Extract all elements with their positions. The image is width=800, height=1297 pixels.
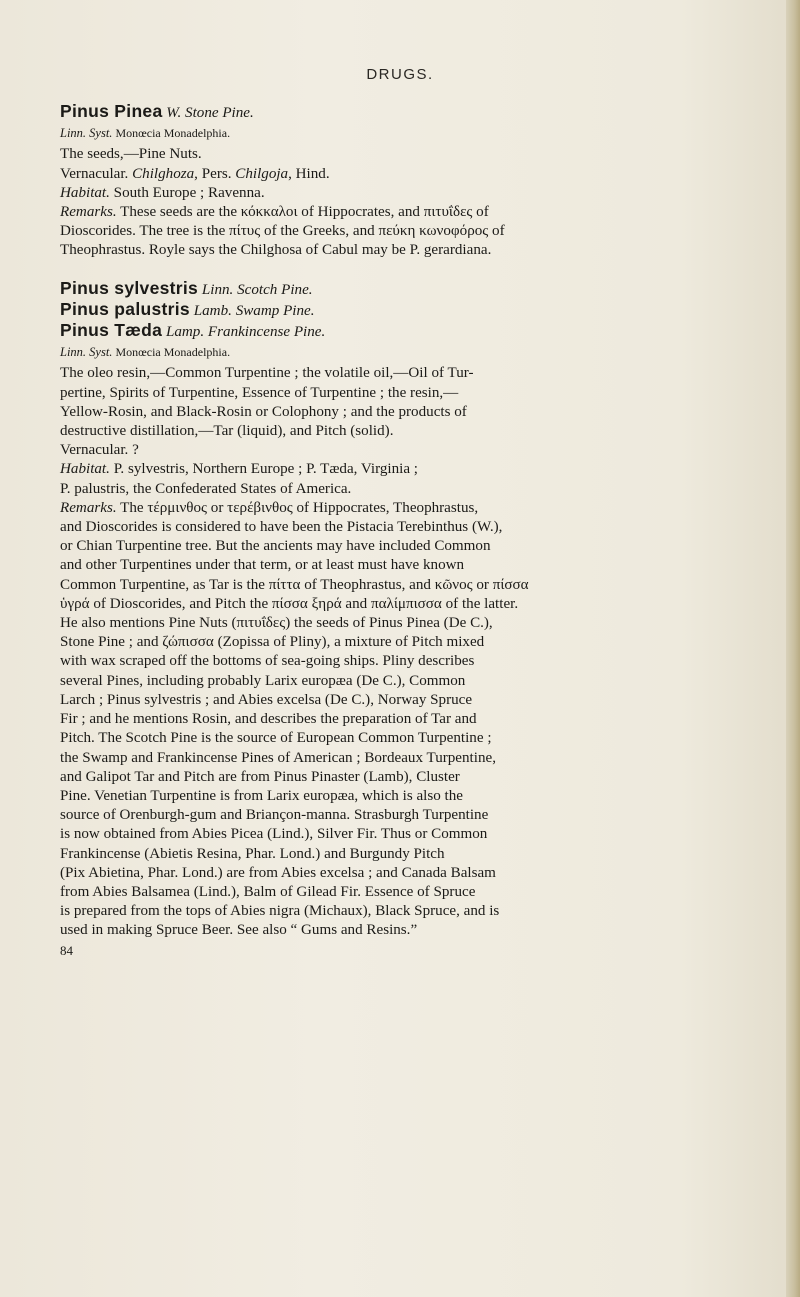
common-name: Frankincense Pine. — [207, 324, 326, 341]
vernacular — [60, 165, 760, 184]
remarks-line: Pitch. The Scotch Pine is the source of European Common Turpentine ; — [60, 730, 492, 747]
vernacular-name-pers: Chilghoza — [132, 165, 195, 182]
remarks-line: and Galipot Tar and Pitch are from Pinus Pinaster (Lamb), Cluster — [60, 768, 460, 785]
part-used — [60, 364, 760, 441]
remarks-line: and other Turpentines under that term, or at least must have known — [60, 557, 465, 574]
habitat-text: South Europe ; Ravenna. — [109, 184, 265, 201]
vernacular-name-hind: Chilgoja — [235, 165, 289, 182]
habitat — [60, 460, 760, 498]
remarks-label: Remarks. — [60, 204, 117, 221]
authority: Linn. — [201, 281, 234, 298]
entry-pinus-sylvestris-heading — [60, 279, 760, 300]
classification — [60, 124, 760, 143]
remarks-line: Fir ; and he mentions Rosin, and describes the preparation of Tar and — [60, 711, 477, 728]
habitat — [60, 184, 760, 203]
entry-pinus-taeda-heading — [60, 321, 760, 342]
remarks — [60, 499, 760, 941]
genus-name: Pinus Pinea — [60, 101, 163, 121]
genus-name: Pinus palustris — [60, 298, 190, 319]
remarks-text: These seeds are the κόκκαλοι of Hippocrates, and πιτυΐδες of — [120, 204, 489, 221]
class-label: Monœcia Monadelphia. — [115, 345, 231, 360]
remarks-line: with wax scraped off the bottoms of sea-going ships. Pliny describes — [60, 653, 475, 670]
common-name: Scotch Pine. — [237, 281, 313, 298]
page-number: 84 — [60, 942, 73, 958]
remarks-line: or Chian Turpentine tree. But the ancients may have included Common — [60, 538, 491, 555]
system-label: Linn. Syst. — [60, 126, 113, 141]
part-used-line: The oleo resin,—Common Turpentine ; the volatile oil,—Oil of Tur- — [60, 365, 474, 382]
remarks-line: Pine. Venetian Turpentine is from Larix europæa, which is also the — [60, 787, 463, 804]
part-used: The seeds,—Pine Nuts. — [60, 146, 202, 163]
part-used-line: Yellow-Rosin, and Black-Rosin or Colophony ; and the products of — [60, 403, 467, 420]
remarks-line: Theophrastus. Royle says the Chilghosa of Cabul may be P. gerardiana. — [60, 242, 492, 259]
genus-name: Pinus Tæda — [60, 320, 163, 341]
habitat-text: P. sylvestris, Northern Europe ; P. Tæda, Virginia ; — [113, 461, 418, 478]
remarks-line: and Dioscorides is considered to have been the Pistacia Terebinthus (W.), — [60, 519, 503, 536]
remarks-line: is now obtained from Abies Picea (Lind.), Silver Fir. Thus or Common — [60, 826, 488, 843]
remarks-line: several Pines, including probably Larix europæa (De C.), Common — [60, 672, 466, 689]
vernacular-text: ? — [128, 442, 139, 459]
remarks-label: Remarks. — [60, 499, 117, 516]
remarks-line: is prepared from the tops of Abies nigra (Michaux), Black Spruce, and is — [60, 903, 500, 920]
page-edge — [786, 0, 800, 1297]
part-used-line: pertine, Spirits of Turpentine, Essence of Turpentine ; the resin,— — [60, 384, 459, 401]
vernacular-lang-hind: , Hind. — [288, 165, 330, 182]
remarks-line: Common Turpentine, as Tar is the πίττα of Theophrastus, and κῶνος or πίσσα — [60, 576, 529, 593]
remarks-line: Dioscorides. The tree is the πίτυς of the Greeks, and πεύκη κωνοφόρος of — [60, 223, 505, 240]
remarks-line: ὑγρά of Dioscorides, and Pitch the πίσσα ξηρά and παλίμπισσα of the latter. — [60, 595, 519, 612]
remarks-line: He also mentions Pine Nuts (πιτυΐδες) the seeds of Pinus Pinea (De C.), — [60, 615, 493, 632]
habitat-line — [60, 460, 760, 479]
authority: Lamb. — [193, 302, 232, 319]
authority: W. — [166, 105, 182, 121]
remarks-line: Stone Pine ; and ζώπισσα (Zopissa of Pliny), a mixture of Pitch mixed — [60, 634, 485, 651]
remarks-line: source of Orenburgh-gum and Briançon-manna. Strasburgh Turpentine — [60, 807, 489, 824]
common-name: Stone Pine. — [185, 105, 254, 121]
vernacular-label: Vernacular. — [60, 442, 129, 459]
vernacular — [60, 441, 760, 460]
entry-pinus-palustris-heading — [60, 300, 760, 321]
remarks-line: the Swamp and Frankincense Pines of American ; Bordeaux Turpentine, — [60, 749, 496, 766]
system-label: Linn. Syst. — [60, 345, 113, 360]
remarks-line — [60, 499, 760, 518]
entry-pinus-pinea-heading — [60, 102, 760, 123]
remarks-line: Frankincense (Abietis Resina, Phar. Lond.) and Burgundy Pitch — [60, 845, 445, 862]
vernacular-lang-pers: , Pers. — [194, 165, 236, 182]
remarks — [60, 203, 760, 261]
genus-name: Pinus sylvestris — [60, 277, 199, 298]
habitat-line: P. palustris, the Confederated States of America. — [60, 480, 352, 497]
remarks-line: (Pix Abietina, Phar. Lond.) are from Abies excelsa ; and Canada Balsam — [60, 864, 496, 881]
habitat-label: Habitat. — [60, 461, 110, 478]
class-label: Monœcia Monadelphia. — [115, 126, 231, 141]
part-used-line: destructive distillation,—Tar (liquid), and Pitch (solid). — [60, 423, 394, 440]
remarks-line: used in making Spruce Beer. See also “ Gums and Resins.” — [60, 922, 418, 939]
remarks-line: from Abies Balsamea (Lind.), Balm of Gilead Fir. Essence of Spruce — [60, 883, 476, 900]
vernacular-label: Vernacular. — [60, 165, 129, 182]
habitat-label: Habitat. — [60, 184, 110, 201]
remarks-line — [60, 203, 760, 222]
authority: Lamp. — [165, 324, 205, 341]
common-name: Swamp Pine. — [235, 302, 315, 319]
remarks-line: Larch ; Pinus sylvestris ; and Abies excelsa (De C.), Norway Spruce — [60, 691, 473, 708]
classification — [60, 343, 760, 362]
remarks-text: The τέρμινθος or τερέβινθος of Hippocrates, Theophrastus, — [120, 499, 479, 516]
content — [60, 102, 760, 960]
running-head: DRUGS. — [366, 66, 434, 83]
